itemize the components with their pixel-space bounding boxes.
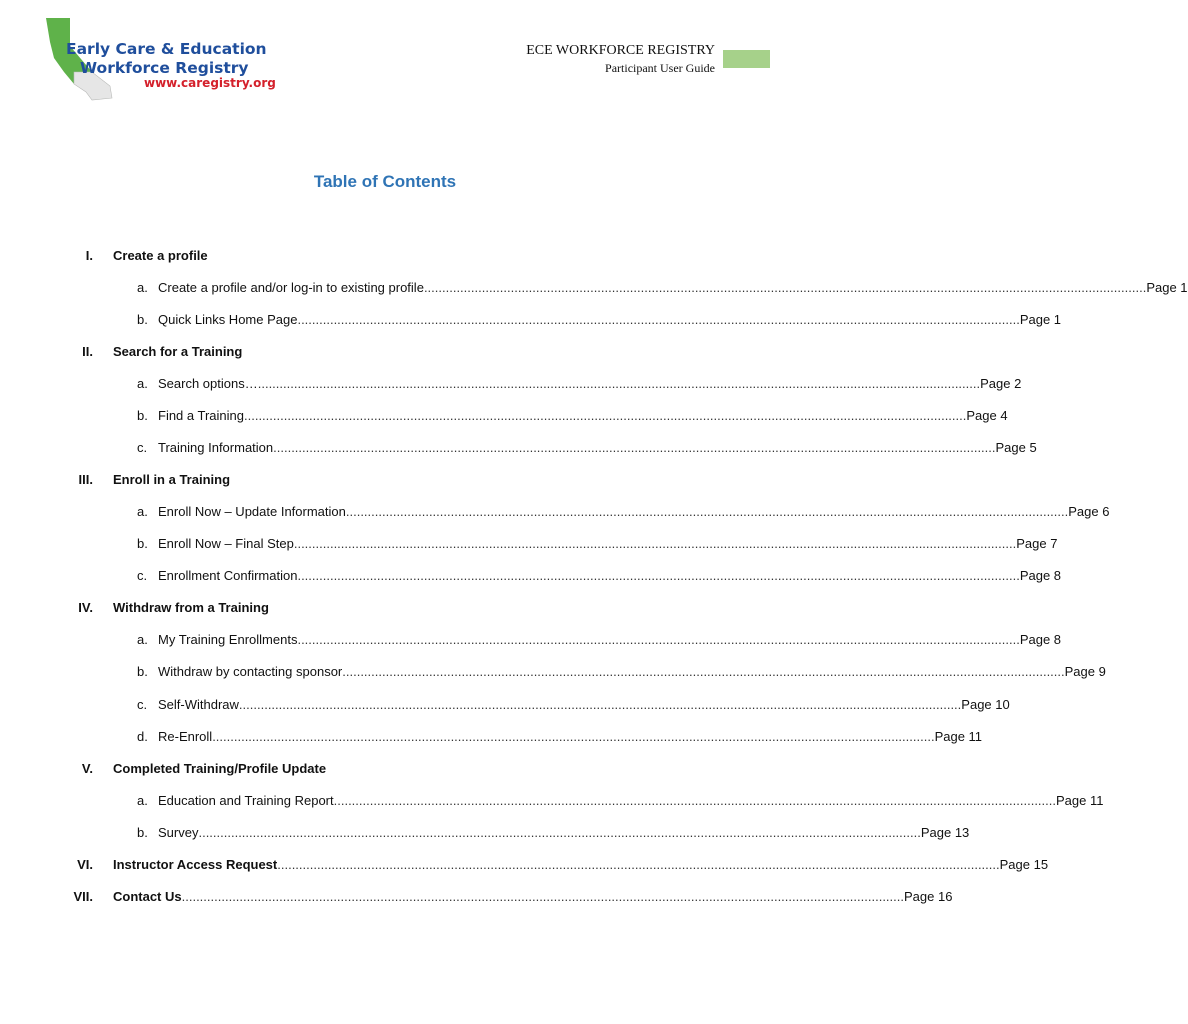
- toc-item[interactable]: [0, 791, 1104, 811]
- item-letter: a.: [137, 793, 148, 808]
- toc-link[interactable]: [158, 630, 1062, 650]
- item-label: Training Information: [158, 440, 274, 455]
- section-numeral: VI.: [77, 857, 93, 872]
- item-letter: a.: [137, 280, 148, 295]
- registry-logo: [40, 12, 280, 102]
- item-label: Withdraw by contacting sponsor: [158, 664, 343, 679]
- toc-item[interactable]: [0, 727, 983, 747]
- page-number: Page 11: [1056, 793, 1104, 808]
- dot-leader: ........................................................................................................................................................................................................: [297, 312, 1020, 327]
- item-letter: a.: [137, 632, 148, 647]
- page-number: Page 10: [961, 697, 1010, 712]
- dot-leader: ........................................................................................................................................................................................................: [297, 568, 1020, 583]
- dot-leader: ........................................................................................................................................................................................................: [277, 857, 1000, 872]
- toc-item[interactable]: [0, 438, 1037, 458]
- toc-title: Table of Contents: [313, 172, 457, 191]
- dot-leader: ........................................................................................................................................................................................................: [345, 504, 1069, 519]
- toc-section: [0, 470, 770, 490]
- page-number: Page 7: [1016, 536, 1058, 551]
- item-label: Find a Training: [158, 408, 244, 423]
- section-numeral: VII.: [73, 889, 93, 904]
- toc-link[interactable]: [158, 566, 1062, 586]
- toc-link[interactable]: [158, 502, 1110, 522]
- item-label: Enroll Now – Final Step: [158, 536, 294, 551]
- section-numeral: V.: [81, 761, 93, 776]
- page-number: Page 5: [995, 440, 1037, 455]
- dot-leader: ........................................................................................................................................................................................................: [293, 536, 1017, 551]
- page-number: Page 4: [966, 408, 1008, 423]
- toc-link[interactable]: [158, 823, 970, 843]
- header-title: ECE WORKFORCE REGISTRY: [526, 43, 715, 58]
- toc-item[interactable]: [0, 695, 1010, 715]
- dot-leader: ........................................................................................................................................................................................................: [423, 280, 1147, 295]
- toc-section: [0, 759, 770, 779]
- logo-line1: Early Care & Education: [66, 40, 267, 58]
- dot-leader: ........................................................................................................................................................................................................: [238, 697, 962, 712]
- section-numeral: IV.: [78, 600, 93, 615]
- toc-link[interactable]: [158, 695, 1010, 715]
- toc-link[interactable]: [113, 887, 953, 907]
- toc-item[interactable]: [0, 310, 1062, 330]
- toc-item[interactable]: [0, 534, 1058, 554]
- page-number: Page 8: [1019, 632, 1062, 647]
- header-subtitle: Participant User Guide: [605, 61, 715, 75]
- logo-line2: Workforce Registry: [80, 59, 249, 77]
- page-number: Page 9: [1064, 664, 1106, 679]
- section-title: Contact Us: [113, 889, 182, 904]
- toc-link[interactable]: [158, 310, 1062, 330]
- toc-link[interactable]: [158, 406, 1008, 426]
- page-number: Page 2: [980, 376, 1022, 391]
- item-letter: d.: [137, 729, 148, 744]
- item-letter: b.: [137, 408, 148, 423]
- dot-leader: ........................................................................................................................................................................................................: [181, 889, 904, 904]
- toc-link[interactable]: [113, 855, 1049, 875]
- dot-leader: ........................................................................................................................................................................................................: [342, 664, 1065, 679]
- section-numeral: II.: [82, 344, 93, 359]
- item-label: Create a profile and/or log-in to existing profile: [158, 280, 424, 295]
- toc-section: [0, 855, 1049, 875]
- item-label: Survey: [158, 825, 199, 840]
- toc-link[interactable]: [158, 438, 1037, 458]
- section-title: Withdraw from a Training: [113, 600, 269, 615]
- toc-section: [0, 342, 770, 362]
- item-letter: b.: [137, 664, 148, 679]
- section-title: Enroll in a Training: [113, 472, 231, 487]
- toc-section: [0, 598, 770, 618]
- toc-item[interactable]: [0, 630, 1062, 650]
- item-label: Enrollment Confirmation: [158, 568, 298, 583]
- toc-item[interactable]: [0, 502, 1110, 522]
- page-number: Page 1: [1019, 312, 1062, 327]
- section-title: Create a profile: [113, 248, 208, 263]
- toc-link[interactable]: [158, 534, 1058, 554]
- item-label: Self-Withdraw: [158, 697, 239, 712]
- item-letter: b.: [137, 312, 148, 327]
- item-letter: a.: [137, 504, 148, 519]
- dot-leader: ........................................................................................................................................................................................................: [244, 408, 967, 423]
- page-number: Page 13: [920, 825, 970, 840]
- item-letter: b.: [137, 536, 148, 551]
- toc-item[interactable]: [0, 662, 1106, 682]
- green-tab-decoration: [723, 50, 770, 68]
- dot-leader: ........................................................................................................................................................................................................: [333, 793, 1056, 808]
- item-label: Enroll Now – Update Information: [158, 504, 346, 519]
- section-title: Completed Training/Profile Update: [113, 761, 327, 776]
- toc-link[interactable]: [158, 278, 1188, 298]
- dot-leader: ........................................................................................................................................................................................................: [198, 825, 921, 840]
- page-number: Page 8: [1019, 568, 1062, 583]
- dot-leader: ........................................................................................................................................................................................................: [297, 632, 1020, 647]
- page-number: Page 11: [934, 729, 983, 744]
- item-letter: a.: [137, 376, 148, 391]
- section-title: Search for a Training: [113, 344, 243, 359]
- toc-link[interactable]: [158, 374, 1022, 394]
- dot-leader: ........................................................................................................................................................................................................: [257, 376, 981, 391]
- item-label: Education and Training Report: [158, 793, 334, 808]
- page-number: Page 1: [1146, 280, 1188, 295]
- toc-section: [0, 887, 953, 907]
- toc-item[interactable]: [0, 823, 970, 843]
- section-numeral: III.: [78, 472, 93, 487]
- item-letter: b.: [137, 825, 148, 840]
- item-label: My Training Enrollments: [158, 632, 298, 647]
- item-letter: c.: [137, 568, 148, 583]
- toc-item[interactable]: [0, 374, 1022, 394]
- item-label: Search options…: [158, 376, 258, 391]
- item-letter: c.: [137, 440, 148, 455]
- item-label: Re-Enroll: [158, 729, 213, 744]
- toc-link[interactable]: [158, 662, 1106, 682]
- page-number: Page 16: [904, 889, 953, 904]
- toc-link[interactable]: [158, 727, 983, 747]
- toc-item[interactable]: [0, 406, 1008, 426]
- toc-section: [0, 246, 770, 266]
- toc-item[interactable]: [0, 566, 1062, 586]
- toc-item[interactable]: [0, 278, 1188, 298]
- item-letter: c.: [137, 697, 148, 712]
- dot-leader: ........................................................................................................................................................................................................: [212, 729, 935, 744]
- item-label: Quick Links Home Page: [158, 312, 298, 327]
- logo-url[interactable]: www.caregistry.org: [144, 76, 276, 90]
- dot-leader: ........................................................................................................................................................................................................: [273, 440, 996, 455]
- page-number: Page 6: [1068, 504, 1110, 519]
- toc-link[interactable]: [158, 791, 1104, 811]
- section-numeral: I.: [85, 248, 93, 263]
- section-title: Instructor Access Request: [113, 857, 278, 872]
- page-number: Page 15: [999, 857, 1049, 872]
